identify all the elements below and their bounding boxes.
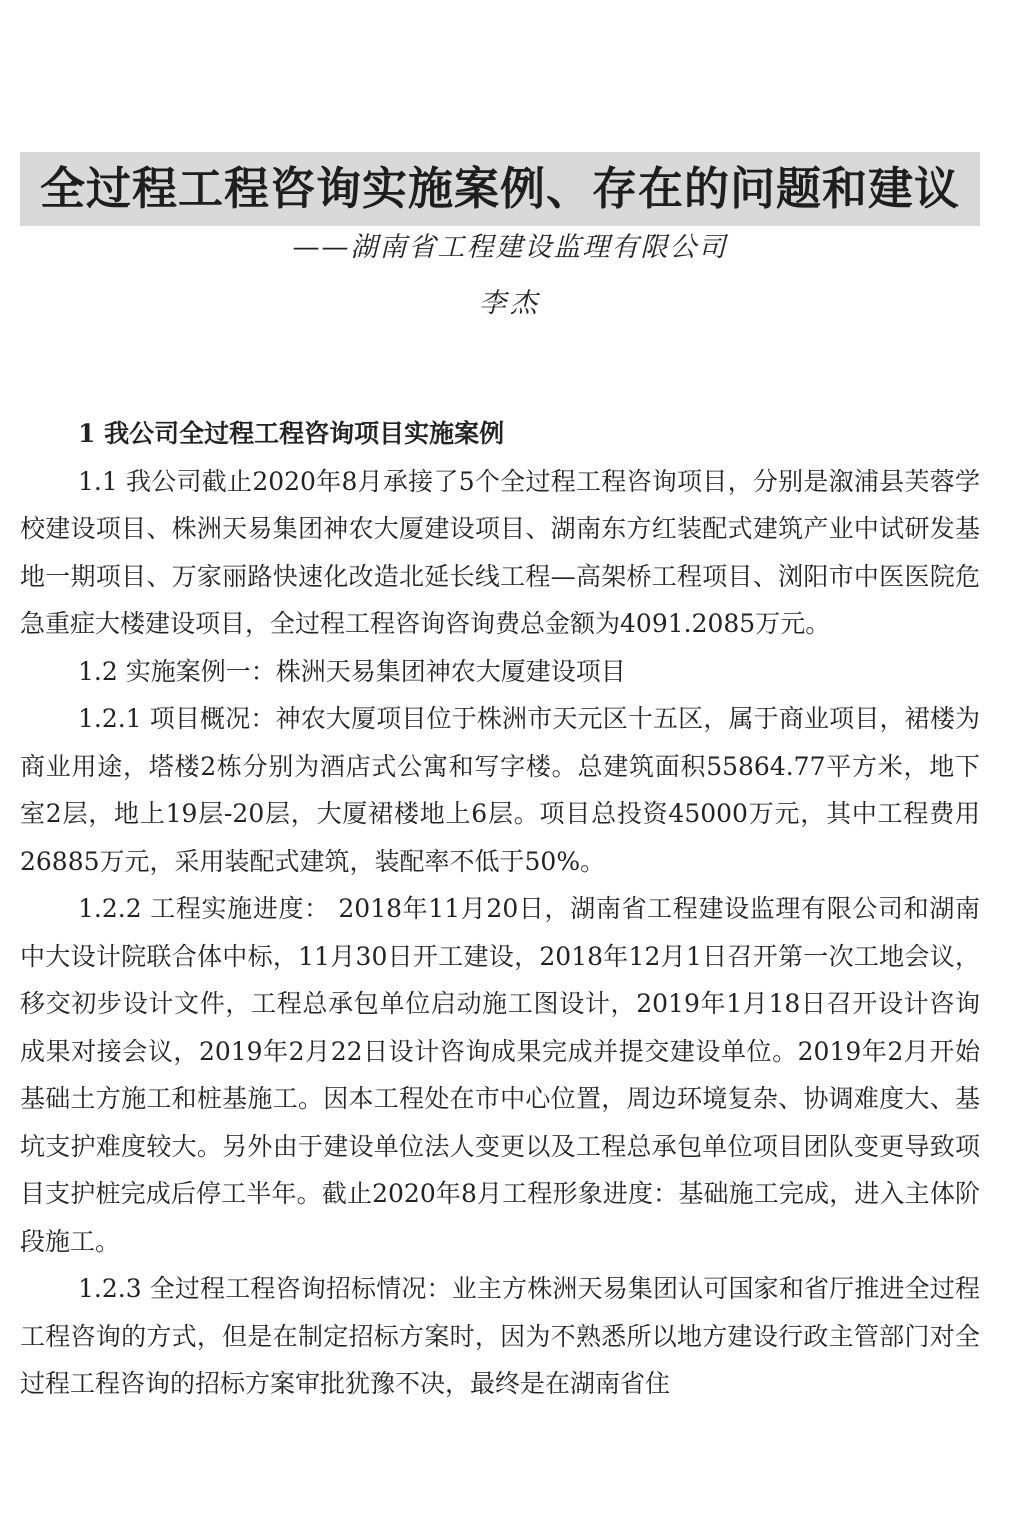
section-heading-1: 1 我公司全过程工程咨询项目实施案例 bbox=[78, 419, 505, 448]
paragraph-1-1: 1.1 我公司截止2020年8月承接了5个全过程工程咨询项目，分别是溆浦县芙蓉学校建设项目、株洲天易集团神农大厦建设项目、湖南东方红装配式建筑产业中试研发基地一期项目、万家丽路快速化改造北延长线工程—高架桥工程项目、浏阳市中医医院危急重症大楼建设项目，全过程工程咨询咨询费总金额为4091.2085万元。 bbox=[20, 466, 980, 638]
paragraph-1-2-3: 1.2.3 全过程工程咨询招标情况：业主方株洲天易集团认可国家和省厅推进全过程工程咨询的方式，但是在制定招标方案时，因为不熟悉所以地方建设行政主管部门对全过程工程咨询的招标方案审批犹豫不决，最终是在湖南省住 bbox=[20, 1274, 980, 1398]
paragraph-1-2-2: 1.2.2 工程实施进度： 2018年11月20日，湖南省工程建设监理有限公司和湖南中大设计院联合体中标，11月30日开工建设，2018年12月1日召开第一次工地会议，移交初步设计文件，工程总承包单位启动施工图设计，2019年1月18日召开设计咨询成果对接会议，2019年2月22日设计咨询成果完成并提交建设单位。2019年2月开始基础土方施工和桩基施工。因本工程处在市中心位置，周边环境复杂、协调难度大、基坑支护难度较大。另外由于建设单位法人变更以及工程总承包单位项目团队变更导致项目支护桩完成后停工半年。截止2020年8月工程形象进度：基础施工完成，进入主体阶段施工。 bbox=[20, 894, 980, 1256]
article-author: 李杰 bbox=[479, 288, 541, 319]
article-subtitle: ——湖南省工程建设监理有限公司 bbox=[292, 232, 728, 263]
paragraph-1-2-1: 1.2.1 项目概况：神农大厦项目位于株洲市天元区十五区，属于商业项目，裙楼为商业用途，塔楼2栋分别为酒店式公寓和写字楼。总建筑面积55864.77平方米，地下室2层，地上19层-20层，大厦裙楼地上6层。项目总投资45000万元，其中工程费用26885万元，采用装配式建筑，装配率不低于50%。 bbox=[20, 704, 980, 876]
article-title: 全过程工程咨询实施案例、存在的问题和建议 bbox=[39, 162, 960, 215]
article-body bbox=[20, 410, 980, 1408]
paragraph-1-2: 1.2 实施案例一：株洲天易集团神农大厦建设项目 bbox=[78, 656, 626, 686]
